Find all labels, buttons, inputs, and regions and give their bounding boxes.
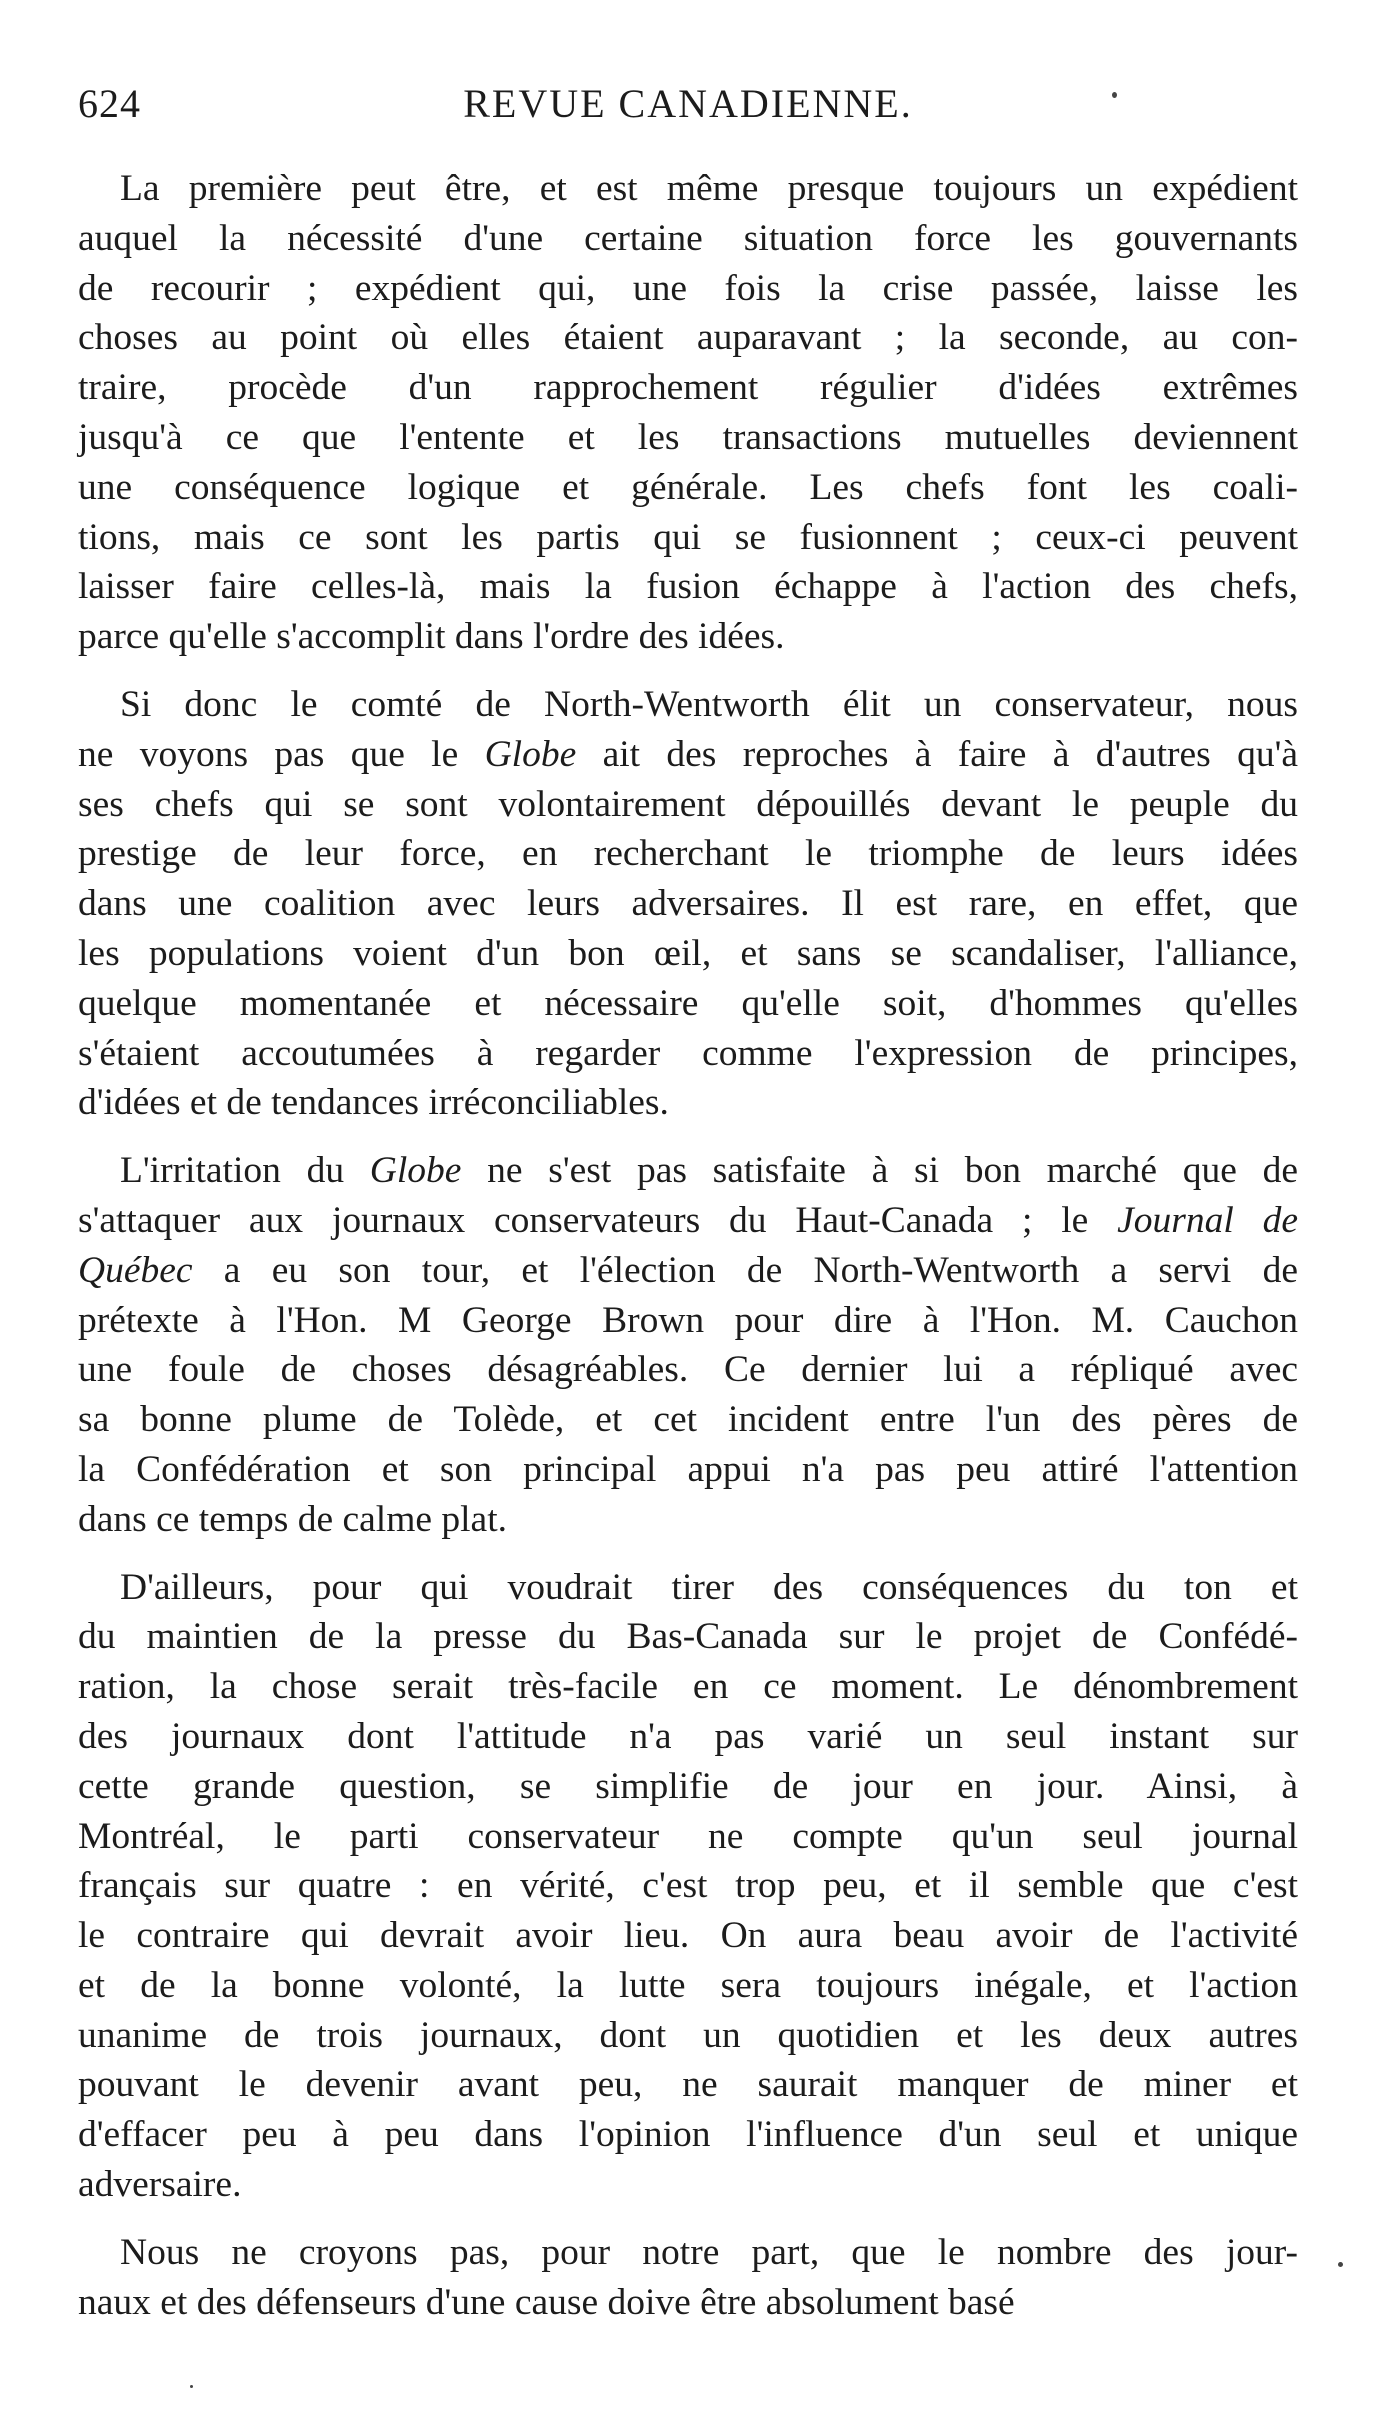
text-run: les populations voient d'un bon œil, et sans se scandaliser, l'alliance, — [78, 932, 1298, 974]
print-speck — [190, 2385, 193, 2388]
text-run: quelque momentanée et nécessaire qu'elle soit, d'hommes qu'elles — [78, 982, 1298, 1024]
text-line — [78, 829, 1298, 879]
print-speck — [1112, 92, 1117, 98]
paragraph — [78, 680, 1298, 1128]
text-line: D'ailleurs, pour qui voudrait tirer des conséquences du ton et — [120, 1566, 1298, 1608]
text-line: jusqu'à ce que l'entente et les transactions mutuelles deviennent — [78, 416, 1298, 458]
text-line: La première peut être, et est même presque toujours un expédient — [120, 168, 1298, 209]
running-head — [78, 80, 1298, 140]
text-line: des journaux dont l'attitude n'a pas varié un seul instant sur — [78, 1715, 1298, 1757]
text-line — [78, 780, 1298, 830]
text-run: Si donc le comté de North-Wentworth élit un conservateur, nous — [120, 683, 1298, 725]
text-line — [78, 1146, 1298, 1196]
text-run: sa bonne plume de Tolède, et cet incident entre l'un des pères de — [78, 1399, 1298, 1441]
text-run: dans une coalition avec leurs adversaires. Il est rare, en effet, que — [78, 883, 1298, 925]
paragraph — [78, 2228, 1298, 2328]
text-line: Nous ne croyons pas, pour notre part, que le nombre des jour- — [120, 2231, 1298, 2273]
text-run: ses chefs qui se sont volontairement dépouillés devant le peuple du — [78, 783, 1298, 825]
text-run: ait des reproches à faire à d'autres qu'à — [576, 733, 1298, 775]
text-run: s'étaient accoutumées à regarder comme l'expression de principes, — [78, 1032, 1298, 1074]
text-run: a eu son tour, et l'élection de North-Wentworth a servi de — [192, 1249, 1298, 1291]
body-text — [78, 164, 1298, 2327]
text-line — [78, 1345, 1298, 1395]
italic-title: Globe — [369, 1150, 462, 1192]
text-run: la Confédération et son principal appui n'a pas peu attiré l'attention — [78, 1448, 1298, 1490]
text-run: d'idées et de tendances irréconciliables. — [78, 1082, 669, 1124]
text-line: Montréal, le parti conservateur ne compte qu'un seul journal — [78, 1815, 1298, 1857]
text-line: et de la bonne volonté, la lutte sera toujours inégale, et l'action — [78, 1964, 1298, 2006]
text-line: parce qu'elle s'accomplit dans l'ordre des idées. — [78, 616, 785, 658]
italic-title: Québec — [78, 1249, 193, 1291]
text-line: pouvant le devenir avant peu, ne saurait manquer de miner et — [78, 2064, 1298, 2106]
text-line: cette grande question, se simplifie de jour en jour. Ainsi, à — [78, 1765, 1298, 1807]
text-line: une conséquence logique et générale. Les chefs font les coali- — [78, 466, 1298, 508]
text-line: du maintien de la presse du Bas-Canada sur le projet de Confédé- — [78, 1616, 1298, 1658]
text-line — [78, 1029, 1298, 1079]
page-number: 624 — [78, 81, 141, 126]
text-line — [78, 730, 1298, 780]
text-line: naux et des défenseurs d'une cause doive être absolument basé — [78, 2281, 1015, 2323]
text-line: choses au point où elles étaient auparavant ; la seconde, au con- — [78, 317, 1298, 359]
paragraph — [78, 1563, 1298, 2210]
text-line — [78, 879, 1298, 929]
text-line: français sur quatre : en vérité, c'est trop peu, et il semble que c'est — [78, 1865, 1298, 1907]
text-line — [78, 1196, 1298, 1246]
journal-title: REVUE CANADIENNE. — [463, 81, 913, 126]
text-line: tions, mais ce sont les partis qui se fusionnent ; ceux-ci peuvent — [78, 516, 1298, 558]
text-line: ration, la chose serait très-facile en ce moment. Le dénombrement — [78, 1666, 1298, 1708]
text-run: L'irritation du — [120, 1150, 370, 1192]
italic-title: Globe — [484, 733, 577, 775]
text-line: auquel la nécessité d'une certaine situation force les gouvernants — [78, 217, 1298, 259]
text-run: ne voyons pas que le — [78, 733, 485, 775]
text-line: de recourir ; expédient qui, une fois la crise passée, laisse les — [78, 267, 1298, 309]
text-run: s'attaquer aux journaux conservateurs du Haut-Canada ; le — [78, 1199, 1118, 1241]
text-line — [78, 1495, 1298, 1545]
text-line — [78, 929, 1298, 979]
text-line: laisser faire celles-là, mais la fusion échappe à l'action des chefs, — [78, 566, 1298, 608]
text-run: prétexte à l'Hon. M George Brown pour dire à l'Hon. M. Cauchon — [78, 1299, 1298, 1341]
paragraph — [78, 164, 1298, 662]
text-line: adversaire. — [78, 2164, 242, 2206]
text-run: dans ce temps de calme plat. — [78, 1498, 507, 1540]
text-line: traire, procède d'un rapprochement régulier d'idées extrêmes — [78, 367, 1298, 409]
text-line — [78, 680, 1298, 730]
text-line — [78, 979, 1298, 1029]
paragraph — [78, 1146, 1298, 1544]
text-line: le contraire qui devrait avoir lieu. On aura beau avoir de l'activité — [78, 1915, 1298, 1957]
text-line: d'effacer peu à peu dans l'opinion l'influence d'un seul et unique — [78, 2114, 1298, 2156]
text-line: unanime de trois journaux, dont un quotidien et les deux autres — [78, 2014, 1298, 2056]
text-line — [78, 1296, 1298, 1346]
text-run: ne s'est pas satisfaite à si bon marché que de — [461, 1150, 1298, 1192]
italic-title: Journal de — [1117, 1199, 1298, 1241]
text-line — [78, 1078, 1298, 1128]
text-line — [78, 1445, 1298, 1495]
text-line — [78, 1246, 1298, 1296]
text-run: prestige de leur force, en recherchant le triomphe de leurs idées — [78, 833, 1298, 875]
text-run: une foule de choses désagréables. Ce dernier lui a répliqué avec — [78, 1349, 1298, 1391]
print-speck — [1338, 2262, 1343, 2267]
text-line — [78, 1395, 1298, 1445]
